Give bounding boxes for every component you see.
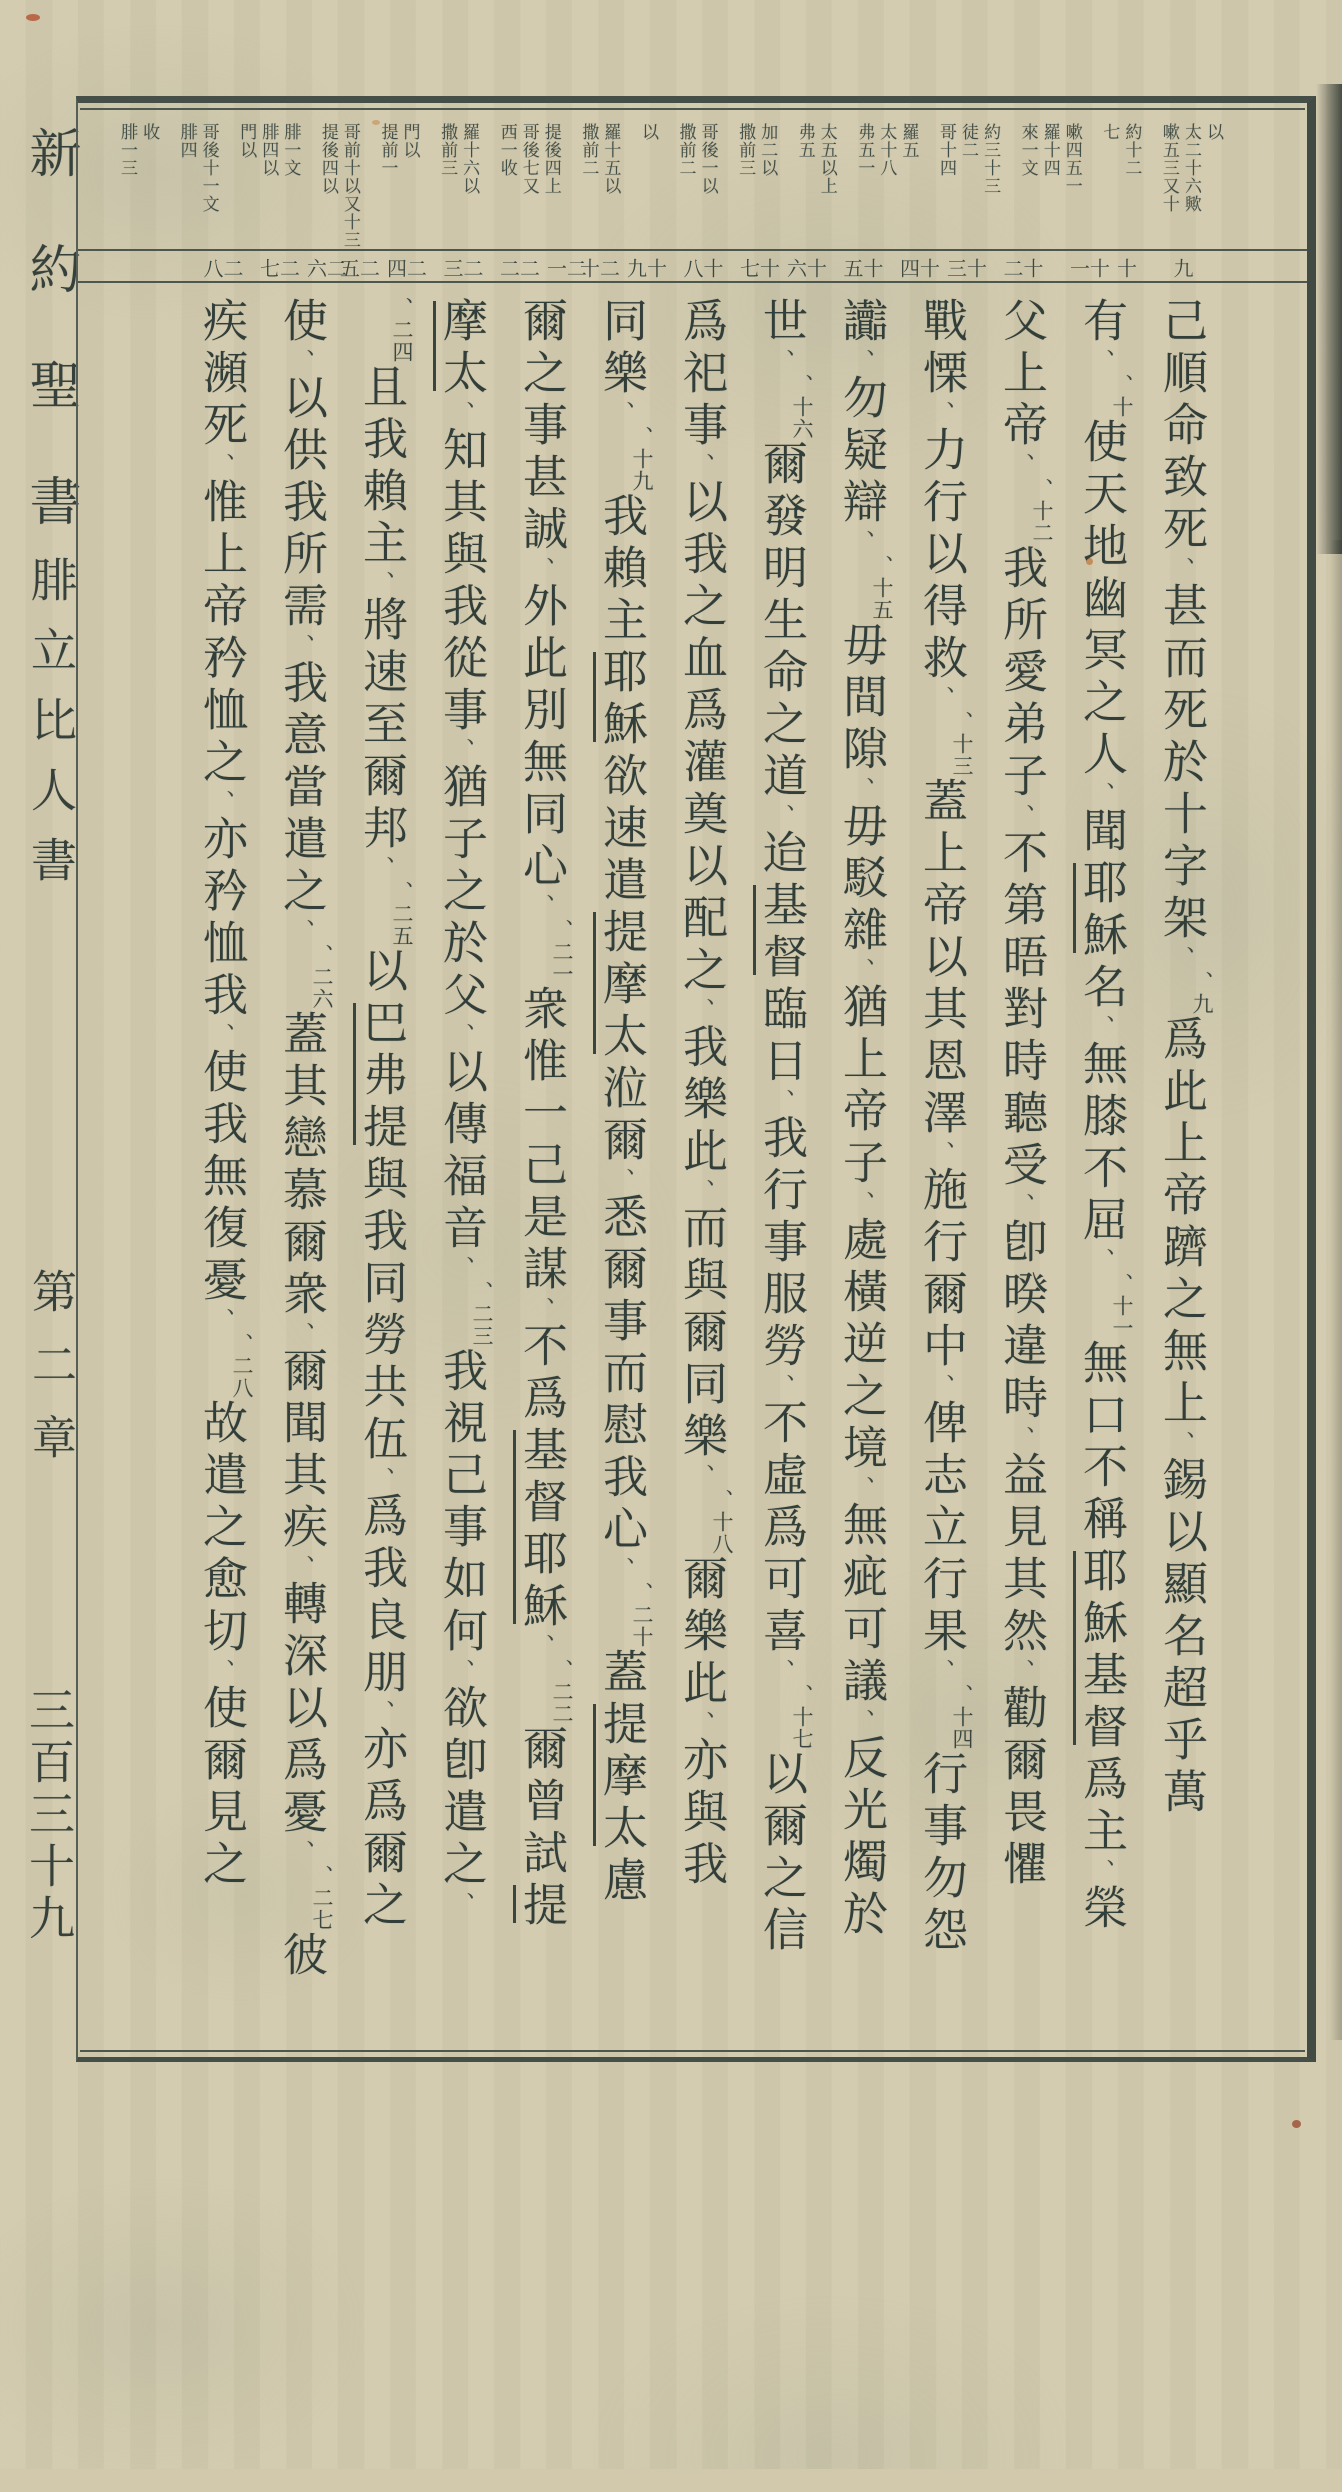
cross-reference: 羅十四 [1041, 123, 1060, 177]
verse-number: 二四 [385, 258, 425, 281]
text-column: 己順命致死、甚而死於十字架、、九爲此上帝躋之無上、錫以顯名超乎萬 [1141, 297, 1221, 2451]
ideographic-comma: 、 [929, 686, 954, 711]
verse-marker: 、十 [1111, 374, 1133, 418]
ideographic-comma: 、 [449, 1256, 474, 1281]
verse-number: 十一 [1068, 258, 1108, 281]
cross-reference: 撒前三 [438, 123, 457, 177]
ref-group [438, 123, 479, 249]
section-title: 腓立比人書 [17, 556, 83, 906]
verse-number-cell [181, 251, 261, 281]
ideographic-comma: 、 [209, 1023, 234, 1048]
ref-group [118, 123, 159, 249]
cross-reference: 太二十六歟 [1182, 123, 1201, 213]
verse-number: 二六 [305, 258, 345, 281]
verse-number: 九 [1171, 258, 1191, 281]
cross-reference: 約十二 [1122, 123, 1141, 177]
verse-number: 十五 [841, 258, 881, 281]
cross-reference: 撒前二 [677, 123, 696, 177]
verse-marker: 、二十 [631, 1582, 653, 1648]
ideographic-comma: 、 [449, 401, 474, 426]
ideographic-comma: 、 [289, 919, 314, 944]
ref-group [736, 123, 777, 249]
text-column: 同樂、、十九我賴主耶穌欲速遣提摩太涖爾、悉爾事而慰我心、、二十蓋提摩太慮 [581, 297, 661, 2451]
ideographic-comma: 、 [609, 401, 634, 426]
verse-marker: 、十一 [1111, 1273, 1133, 1339]
ideographic-comma: 、 [369, 1700, 394, 1725]
proper-name: 耶穌 [596, 648, 646, 752]
verse-marker: 、二八 [231, 1333, 253, 1399]
verse-number: 二七 [258, 258, 298, 281]
proper-name: 提摩太 [596, 908, 646, 1064]
verse-number-cell [981, 251, 1061, 281]
cross-reference: 來一文 [1019, 123, 1038, 177]
verse-number: 二八 [201, 258, 241, 281]
verse-marker: 、二三 [471, 1281, 493, 1347]
ideographic-comma: 、 [369, 571, 394, 596]
verse-number: 十八 [681, 258, 721, 281]
cross-reference: 腓四以 [259, 123, 278, 177]
ideographic-comma: 、 [769, 349, 794, 374]
cross-reference: 羅十五以 [601, 123, 620, 195]
cross-reference: 弗五一 [855, 123, 874, 177]
proper-name: 提 [516, 1881, 566, 1933]
stain-dot [26, 14, 40, 21]
page-frame [76, 96, 1316, 2062]
verse-marker: 、十七 [791, 1684, 813, 1750]
proper-name: 耶穌 [1076, 859, 1126, 963]
ideographic-comma: 、 [1089, 1015, 1114, 1040]
margin-refs-band [78, 103, 1307, 249]
verse-number: 二二 [498, 258, 538, 281]
ideographic-comma: 、 [689, 453, 714, 478]
proper-name: 基督耶穌 [516, 1426, 566, 1634]
verse-number: 二十 [578, 258, 618, 281]
text-column: 、二四且我賴主、將速至爾邦、、二五以巴弗提與我同勞共伍、爲我良朋、亦爲爾之 [341, 297, 421, 2451]
cross-reference: 哥後一以 [699, 123, 718, 195]
verse-marker: 、二二 [551, 1659, 573, 1725]
ref-group [639, 123, 658, 249]
ideographic-comma: 、 [1009, 453, 1034, 478]
cross-reference: 嗽四五一 [1063, 123, 1082, 195]
verse-marker: 、九 [1191, 971, 1213, 1015]
scan-shadow-right-edge [1316, 84, 1342, 554]
cross-reference: 羅五 [899, 123, 918, 159]
cross-reference: 哥後七又 [520, 123, 539, 195]
verse-number: 十三 [945, 258, 985, 281]
verse-number: 十七 [738, 258, 778, 281]
verse-number: 二一 [545, 258, 585, 281]
verse-number-cell [901, 251, 981, 281]
verse-marker: 、十三 [951, 711, 973, 777]
verse-marker: 、十二 [1031, 478, 1053, 544]
ref-group [1160, 123, 1223, 249]
ideographic-comma: 、 [209, 1308, 234, 1333]
ideographic-comma: 、 [529, 1634, 554, 1659]
cross-reference: 收 [140, 123, 159, 141]
cross-reference: 門以 [401, 123, 420, 159]
cross-reference: 西一收 [498, 123, 517, 177]
cross-reference: 羅十六以 [460, 123, 479, 195]
ideographic-comma: 、 [529, 894, 554, 919]
verse-number-band [78, 249, 1307, 283]
ideographic-comma: 、 [609, 1557, 634, 1582]
ideographic-comma: 、 [449, 1023, 474, 1048]
ideographic-comma: 、 [1009, 1193, 1034, 1218]
ideographic-comma: 、 [1089, 349, 1114, 374]
text-column: 世、、十六爾發明生命之道、迨基督臨日、我行事服勞、不虛爲可喜、、十七以爾之信 [741, 297, 821, 2451]
ideographic-comma: 、 [849, 1476, 874, 1501]
ref-group [378, 123, 419, 249]
ideographic-comma: 、 [449, 1892, 474, 1917]
ideographic-comma: 、 [209, 1659, 234, 1684]
proper-name: 基督 [756, 881, 806, 985]
cross-reference: 腓四 [178, 123, 197, 159]
ideographic-comma: 、 [1009, 1426, 1034, 1451]
ideographic-comma: 、 [849, 777, 874, 802]
ideographic-comma: 、 [769, 804, 794, 829]
cross-reference: 哥前十以又十三 [341, 123, 360, 249]
verse-number-cell [421, 251, 501, 281]
ideographic-comma: 、 [209, 790, 234, 815]
ideographic-comma: 、 [289, 1840, 314, 1865]
cross-reference: 以 [1204, 123, 1223, 141]
scan-shadow-right-edge-lower [1330, 540, 1342, 2040]
verse-number-cell [661, 251, 741, 281]
ref-group [178, 123, 219, 249]
verse-number: 十九 [625, 258, 665, 281]
ideographic-comma: 、 [1089, 1248, 1114, 1273]
book-title: 新約聖書 [12, 126, 87, 590]
proper-name: 耶穌基督 [1076, 1547, 1126, 1755]
verse-number-cell [341, 251, 421, 281]
verse-number-cell [821, 251, 901, 281]
text-column: 爾之事甚誠、外此別無同心、、二一衆惟一己是謀、不爲基督耶穌、、二二爾曾試提 [501, 297, 581, 2451]
ideographic-comma: 、 [1009, 1659, 1034, 1684]
ref-group [855, 123, 918, 249]
verse-marker: 、十八 [711, 1489, 733, 1555]
text-column: 疾瀕死、惟上帝矜恤之、亦矜恤我、使我無復憂、、二八故遣之愈切、使爾見之 [181, 297, 261, 2451]
text-column: 使、以供我所需、我意當遣之、、二六蓋其戀慕爾衆、爾聞其疾、轉深以爲憂、、二七彼 [261, 297, 341, 2451]
ref-group [1100, 123, 1141, 249]
verse-number: 二三 [441, 258, 481, 281]
cross-reference: 太十八 [877, 123, 896, 177]
text-column: 有、、十使天地幽冥之人、聞耶穌名、無膝不屈、、十一無口不稱耶穌基督爲主、榮 [1061, 297, 1141, 2451]
ref-group [1019, 123, 1082, 249]
ref-group [498, 123, 561, 249]
ref-group [796, 123, 837, 249]
cross-reference: 嗽五三又十 [1160, 123, 1179, 213]
verse-marker: 、二四 [391, 297, 413, 363]
verse-number-cell [1061, 251, 1141, 281]
verse-marker: 、十五 [871, 555, 893, 621]
verse-marker: 、二五 [391, 881, 413, 947]
ref-group [579, 123, 620, 249]
ideographic-comma: 、 [689, 1179, 714, 1204]
cross-reference: 七 [1100, 123, 1119, 141]
cross-reference: 門以 [237, 123, 256, 159]
ideographic-comma: 、 [849, 1709, 874, 1734]
text-column: 摩太、知其與我從事、猶子之於父、以傳福音、、二三我視己事如何、欲卽遣之、 [421, 297, 501, 2451]
ideographic-comma: 、 [769, 1374, 794, 1399]
ideographic-comma: 、 [1169, 1431, 1194, 1456]
ref-group [237, 123, 300, 249]
proper-name: 提摩太 [596, 1700, 646, 1856]
verse-number: 十二 [1001, 258, 1041, 281]
verse-number: 十四 [898, 258, 938, 281]
ideographic-comma: 、 [289, 349, 314, 374]
cross-reference: 加二以 [758, 123, 777, 177]
ideographic-comma: 、 [929, 401, 954, 426]
ref-group [319, 123, 360, 249]
verse-number-cell [581, 251, 661, 281]
ideographic-comma: 、 [1169, 946, 1194, 971]
ideographic-comma: 、 [929, 1141, 954, 1166]
cross-reference: 弗五 [796, 123, 815, 159]
ideographic-comma: 、 [369, 1467, 394, 1492]
ideographic-comma: 、 [289, 1555, 314, 1580]
ideographic-comma: 、 [529, 557, 554, 582]
ideographic-comma: 、 [449, 1659, 474, 1684]
text-column: 讟、勿疑辯、、十五毋間隙、毋駁雜、猶上帝子、處橫逆之境、無疵可議、反光燭於 [821, 297, 901, 2451]
ideographic-comma: 、 [689, 1464, 714, 1489]
cross-reference: 哥後十一文 [200, 123, 219, 213]
ref-group [677, 123, 718, 249]
cross-reference: 以 [639, 123, 658, 141]
ideographic-comma: 、 [689, 998, 714, 1023]
cross-reference: 撒前二 [579, 123, 598, 177]
proper-name: 巴弗提 [356, 999, 406, 1155]
verse-marker: 、十九 [631, 426, 653, 492]
text-column: 爲祀事、以我之血爲灌奠以配之、我樂此、而與爾同樂、、十八爾樂此、亦與我 [661, 297, 741, 2451]
cross-reference: 哥十四 [937, 123, 956, 177]
cross-reference: 提後四上 [542, 123, 561, 195]
ideographic-comma: 、 [929, 1374, 954, 1399]
cross-reference: 腓一三 [118, 123, 137, 177]
ideographic-comma: 、 [769, 1089, 794, 1114]
ideographic-comma: 、 [289, 634, 314, 659]
cross-reference: 提前一 [378, 123, 397, 177]
cross-reference: 約三十三 [981, 123, 1000, 195]
ideographic-comma: 、 [769, 1659, 794, 1684]
verse-marker: 、二一 [551, 919, 573, 985]
ideographic-comma: 、 [289, 1322, 314, 1347]
ideographic-comma: 、 [609, 1168, 634, 1193]
cross-reference: 太五以上 [818, 123, 837, 195]
cross-reference: 撒前三 [736, 123, 755, 177]
ideographic-comma: 、 [1169, 557, 1194, 582]
main-text-area [78, 283, 1307, 2469]
cross-reference: 提後四以 [319, 123, 338, 195]
ideographic-comma: 、 [209, 453, 234, 478]
cross-reference: 腓一文 [281, 123, 300, 177]
ideographic-comma: 、 [929, 1659, 954, 1684]
chapter-label: 第二章 [18, 1268, 83, 1487]
text-column: 父上帝、、十二我所愛弟子、不第晤對時聽受、卽暌違時、益見其然、勸爾畏懼 [981, 297, 1061, 2451]
verse-marker: 、十六 [791, 374, 813, 440]
ideographic-comma: 、 [849, 958, 874, 983]
ideographic-comma: 、 [449, 738, 474, 763]
verse-number-cell [261, 251, 341, 281]
ideographic-comma: 、 [689, 1711, 714, 1736]
ideographic-comma: 、 [849, 1191, 874, 1216]
ideographic-comma: 、 [849, 530, 874, 555]
proper-name: 摩太 [436, 297, 486, 401]
page-number: 三百三十九 [15, 1686, 81, 1946]
verse-number: 二五 [338, 258, 378, 281]
ideographic-comma: 、 [849, 349, 874, 374]
ideographic-comma: 、 [1089, 782, 1114, 807]
verse-number-cell [741, 251, 821, 281]
verse-number-cell [1141, 251, 1221, 281]
verse-number: 十六 [785, 258, 825, 281]
ideographic-comma: 、 [1009, 804, 1034, 829]
text-columns [108, 297, 1221, 2451]
ideographic-comma: 、 [529, 1297, 554, 1322]
verse-marker: 、二七 [311, 1865, 333, 1931]
cross-reference: 徒二 [959, 123, 978, 159]
ideographic-comma: 、 [1089, 1859, 1114, 1884]
verse-marker: 、十四 [951, 1684, 973, 1750]
text-column: 戰慄、力行以得救、、十三蓋上帝以其恩澤、施行爾中、俾志立行果、、十四行事勿怨 [901, 297, 981, 2451]
verse-number-cell [501, 251, 581, 281]
ref-group [937, 123, 1000, 249]
verse-number: 十 [1115, 258, 1135, 281]
ideographic-comma: 、 [369, 856, 394, 881]
verse-marker: 、二六 [311, 944, 333, 1010]
